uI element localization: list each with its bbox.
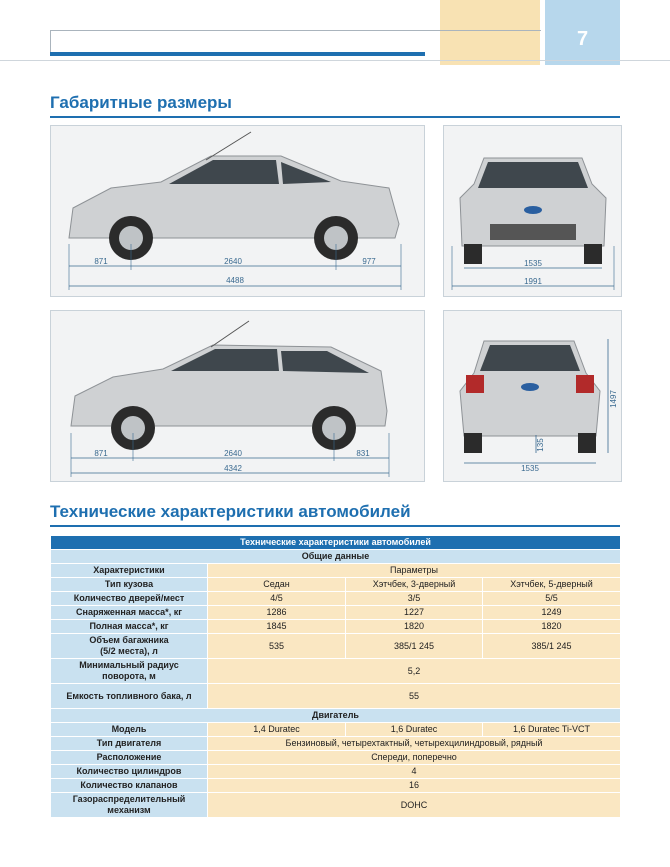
row-label xyxy=(51,793,208,818)
hatch-rear-overhang-label: 831 xyxy=(356,449,370,458)
row-value: 4 xyxy=(208,765,621,779)
hatchback-side-figure xyxy=(50,310,425,482)
sedan-side-figure xyxy=(50,125,425,297)
specs-section-rule xyxy=(50,525,620,527)
row-label-line: Минимальный радиус xyxy=(79,660,179,670)
sedan-length-label: 4488 xyxy=(226,276,244,285)
header-blue-line xyxy=(50,52,425,56)
row-value: 4/5 xyxy=(208,592,346,606)
hatch-clearance-label: 135 xyxy=(536,438,545,452)
sedan-rear-overhang-label: 977 xyxy=(362,257,376,266)
row-value: 1,6 Duratec Ti-VCT xyxy=(483,723,621,737)
table-row xyxy=(51,765,621,779)
row-value: 5/5 xyxy=(483,592,621,606)
table-group-row xyxy=(51,550,621,564)
sedan-width-label: 1991 xyxy=(524,277,542,286)
row-value: 1249 xyxy=(483,606,621,620)
row-label-line: (5/2 места), л xyxy=(100,646,158,656)
table-title: Технические характеристики автомобилей xyxy=(51,536,621,550)
sedan-wheelbase-label: 2640 xyxy=(224,257,242,266)
table-row xyxy=(51,659,621,684)
page-number: 7 xyxy=(576,28,589,50)
row-value: 385/1 245 xyxy=(483,634,621,659)
row-label xyxy=(51,634,208,659)
parameters-header: Параметры xyxy=(208,564,621,578)
row-value: 3/5 xyxy=(346,592,483,606)
row-label: Модель xyxy=(51,723,208,737)
row-label: Полная масса*, кг xyxy=(51,620,208,634)
row-value: 1227 xyxy=(346,606,483,620)
row-value: Хэтчбек, 5-дверный xyxy=(483,578,621,592)
hatch-front-overhang-label: 871 xyxy=(94,449,108,458)
row-value: 385/1 245 xyxy=(346,634,483,659)
table-row xyxy=(51,779,621,793)
row-label: Тип кузова xyxy=(51,578,208,592)
row-label-line: Объем багажника xyxy=(89,635,169,645)
row-value: 1286 xyxy=(208,606,346,620)
table-group-row xyxy=(51,709,621,723)
hatch-rear-track-label: 1535 xyxy=(521,464,539,473)
dimensions-section-title: Габаритные размеры xyxy=(50,93,232,112)
table-row xyxy=(51,592,621,606)
group-general-header: Общие данные xyxy=(51,550,621,564)
row-label: Снаряженная масса*, кг xyxy=(51,606,208,620)
hatch-height-label: 1497 xyxy=(609,390,618,408)
row-label-line: поворота, м xyxy=(102,671,156,681)
table-row xyxy=(51,564,621,578)
table-row xyxy=(51,723,621,737)
row-value: DOHC xyxy=(208,793,621,818)
row-value: Хэтчбек, 3-дверный xyxy=(346,578,483,592)
row-value: 16 xyxy=(208,779,621,793)
row-value: 1820 xyxy=(483,620,621,634)
row-label: Количество дверей/мест xyxy=(51,592,208,606)
sedan-front-overhang-label: 871 xyxy=(94,257,108,266)
row-value: 55 xyxy=(208,684,621,709)
table-row xyxy=(51,634,621,659)
row-label: Емкость топливного бака, л xyxy=(51,684,208,709)
row-value: 5,2 xyxy=(208,659,621,684)
table-title-row xyxy=(51,536,621,550)
row-value: 1820 xyxy=(346,620,483,634)
row-value: Спереди, поперечно xyxy=(208,751,621,765)
specs-section-title: Технические характеристики автомобилей xyxy=(50,502,411,521)
specs-table xyxy=(50,535,621,818)
table-row xyxy=(51,737,621,751)
row-value: 1,4 Duratec xyxy=(208,723,346,737)
dimensions-section-rule xyxy=(50,116,620,118)
row-label: Количество клапанов xyxy=(51,779,208,793)
hatch-length-label: 4342 xyxy=(224,464,242,473)
hatch-wheelbase-label: 2640 xyxy=(224,449,242,458)
row-value: Бензиновый, четырехтактный, четырехцилиндровый, рядный xyxy=(208,737,621,751)
row-value: 1845 xyxy=(208,620,346,634)
characteristics-header: Характеристики xyxy=(51,564,208,578)
table-row xyxy=(51,620,621,634)
table-row xyxy=(51,578,621,592)
row-value: Седан xyxy=(208,578,346,592)
row-label-line: Газораспределительный xyxy=(72,794,186,804)
sedan-front-figure xyxy=(443,125,622,297)
header-rule xyxy=(0,60,670,61)
table-row xyxy=(51,606,621,620)
sedan-track-label: 1535 xyxy=(524,259,542,268)
table-row xyxy=(51,751,621,765)
row-label xyxy=(51,659,208,684)
row-label: Количество цилиндров xyxy=(51,765,208,779)
row-label: Тип двигателя xyxy=(51,737,208,751)
table-row xyxy=(51,684,621,709)
row-value: 1,6 Duratec xyxy=(346,723,483,737)
row-label: Расположение xyxy=(51,751,208,765)
hatchback-rear-figure xyxy=(443,310,622,482)
row-label-line: механизм xyxy=(107,805,151,815)
group-engine-header: Двигатель xyxy=(51,709,621,723)
table-row xyxy=(51,793,621,818)
row-value: 535 xyxy=(208,634,346,659)
